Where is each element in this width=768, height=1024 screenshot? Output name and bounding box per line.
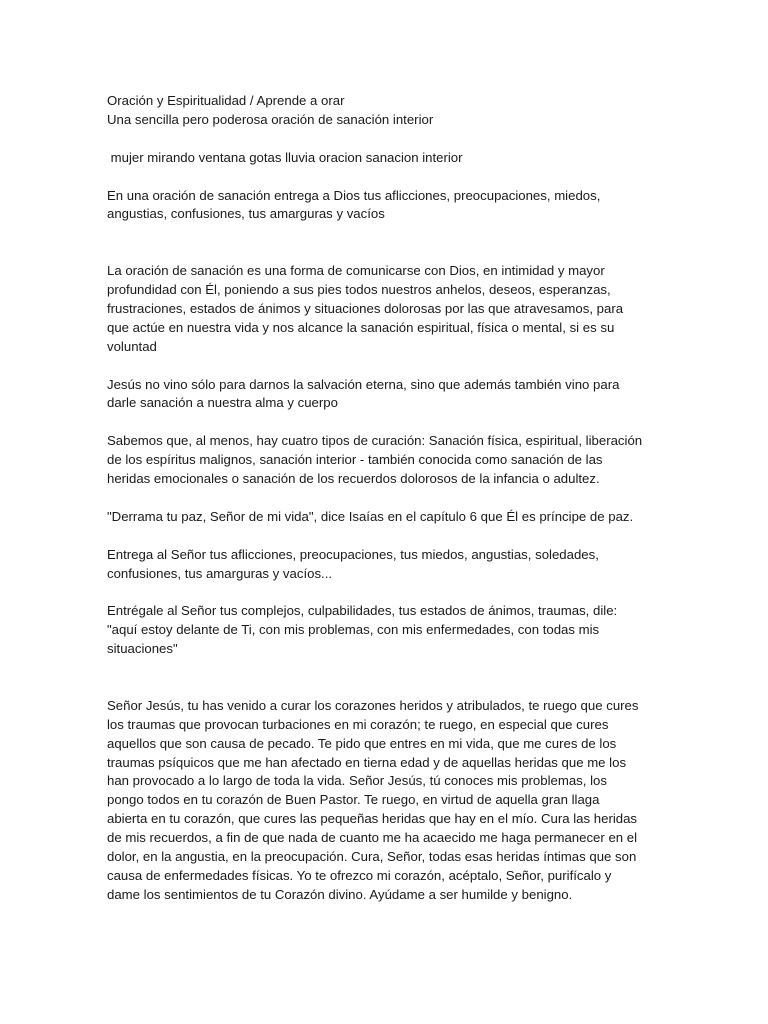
paragraph-sanacion bbox=[107, 262, 663, 357]
intro-paragraph bbox=[107, 187, 663, 225]
text-line: pongo todos en tu corazón de Buen Pastor. Te ruego, en virtud de aquella gran llaga bbox=[107, 792, 600, 808]
text-line: heridas emocionales o sanación de los recuerdos dolorosos de la infancia o adultez. bbox=[107, 471, 600, 487]
text-line: "aquí estoy delante de Ti, con mis problemas, con mis enfermedades, con todas mis bbox=[107, 622, 600, 638]
paragraph-jesus bbox=[107, 376, 663, 414]
text-line: "Derrama tu paz, Señor de mi vida", dice Isaías en el capítulo 6 que Él es príncipe de paz. bbox=[107, 508, 634, 524]
paragraph-entregale bbox=[107, 602, 663, 659]
text-line: Entrégale al Señor tus complejos, culpabilidades, tus estados de ánimos, traumas, dile: bbox=[107, 603, 618, 619]
text-line: voluntad bbox=[107, 338, 157, 354]
text-line: causa de enfermedades físicas. Yo te ofrezco mi corazón, acéptalo, Señor, purifícalo y bbox=[107, 868, 612, 884]
text-line: confusiones, tus amarguras y vacíos... bbox=[107, 565, 333, 581]
text-line: La oración de sanación es una forma de comunicarse con Dios, en intimidad y mayor bbox=[107, 263, 605, 279]
text-line: profundidad con Él, poniendo a sus pies todos nuestros anhelos, deseos, esperanzas, bbox=[107, 282, 611, 298]
text-line: En una oración de sanación entrega a Dios tus aflicciones, preocupaciones, miedos, bbox=[107, 187, 601, 203]
text-line: darle sanación a nuestra alma y cuerpo bbox=[107, 395, 338, 411]
text-line: de los espíritus malignos, sanación interior - también conocida como sanación de las bbox=[107, 452, 603, 468]
document-page bbox=[107, 92, 663, 905]
text-line: traumas psíquicos que me han afectado en tierna edad y de aquellas heridas que me los bbox=[107, 754, 627, 770]
text-line: frustraciones, estados de ánimos y situaciones dolorosas por las que atravesamos, para bbox=[107, 300, 624, 316]
text-line: los traumas que provocan turbaciones en mi corazón; te ruego, en especial que cures bbox=[107, 716, 609, 732]
text-line: aquellos que son causa de pecado. Te pido que entres en mi vida, que me cures de los bbox=[107, 735, 617, 751]
text-line: abierta en tu corazón, que cures las pequeñas heridas que hay en el mío. Cura las heridas bbox=[107, 811, 638, 827]
text-line: Sabemos que, al menos, hay cuatro tipos de curación: Sanación física, espiritual, liberación bbox=[107, 433, 643, 449]
text-line: que actúe en nuestra vida y nos alcance la sanación espiritual, física o mental, si es su bbox=[107, 319, 615, 335]
paragraph-entrega bbox=[107, 546, 663, 584]
text-line: Señor Jesús, tu has venido a curar los corazones heridos y atribulados, te ruego que cures bbox=[107, 697, 639, 713]
paragraph-tipos-curacion bbox=[107, 432, 663, 489]
text-line: dame los sentimientos de tu Corazón divino. Ayúdame a ser humilde y benigno. bbox=[107, 886, 573, 902]
document-title: Una sencilla pero poderosa oración de sanación interior bbox=[107, 111, 434, 127]
text-line: Entrega al Señor tus aflicciones, preocupaciones, tus miedos, angustias, soledades, bbox=[107, 546, 599, 562]
breadcrumb: Oración y Espiritualidad / Aprende a orar bbox=[107, 93, 345, 108]
text-line: Jesús no vino sólo para darnos la salvación eterna, sino que además también vino para bbox=[107, 376, 620, 392]
image-caption: mujer mirando ventana gotas lluvia oracion sanacion interior bbox=[107, 149, 463, 165]
text-line: dolor, en la angustia, en la preocupación. Cura, Señor, todas esas heridas íntimas que son bbox=[107, 849, 637, 865]
text-line: de mis recuerdos, a fin de que nada de cuanto me ha acaecido me haga permanecer en el bbox=[107, 830, 638, 846]
text-line: angustias, confusiones, tus amarguras y vacíos bbox=[107, 206, 385, 222]
text-line: han provocado a lo largo de toda la vida. Señor Jesús, tú conoces mis problemas, los bbox=[107, 773, 607, 789]
prayer-paragraph bbox=[107, 697, 663, 905]
paragraph-isaias bbox=[107, 508, 663, 527]
text-line: situaciones" bbox=[107, 641, 178, 657]
